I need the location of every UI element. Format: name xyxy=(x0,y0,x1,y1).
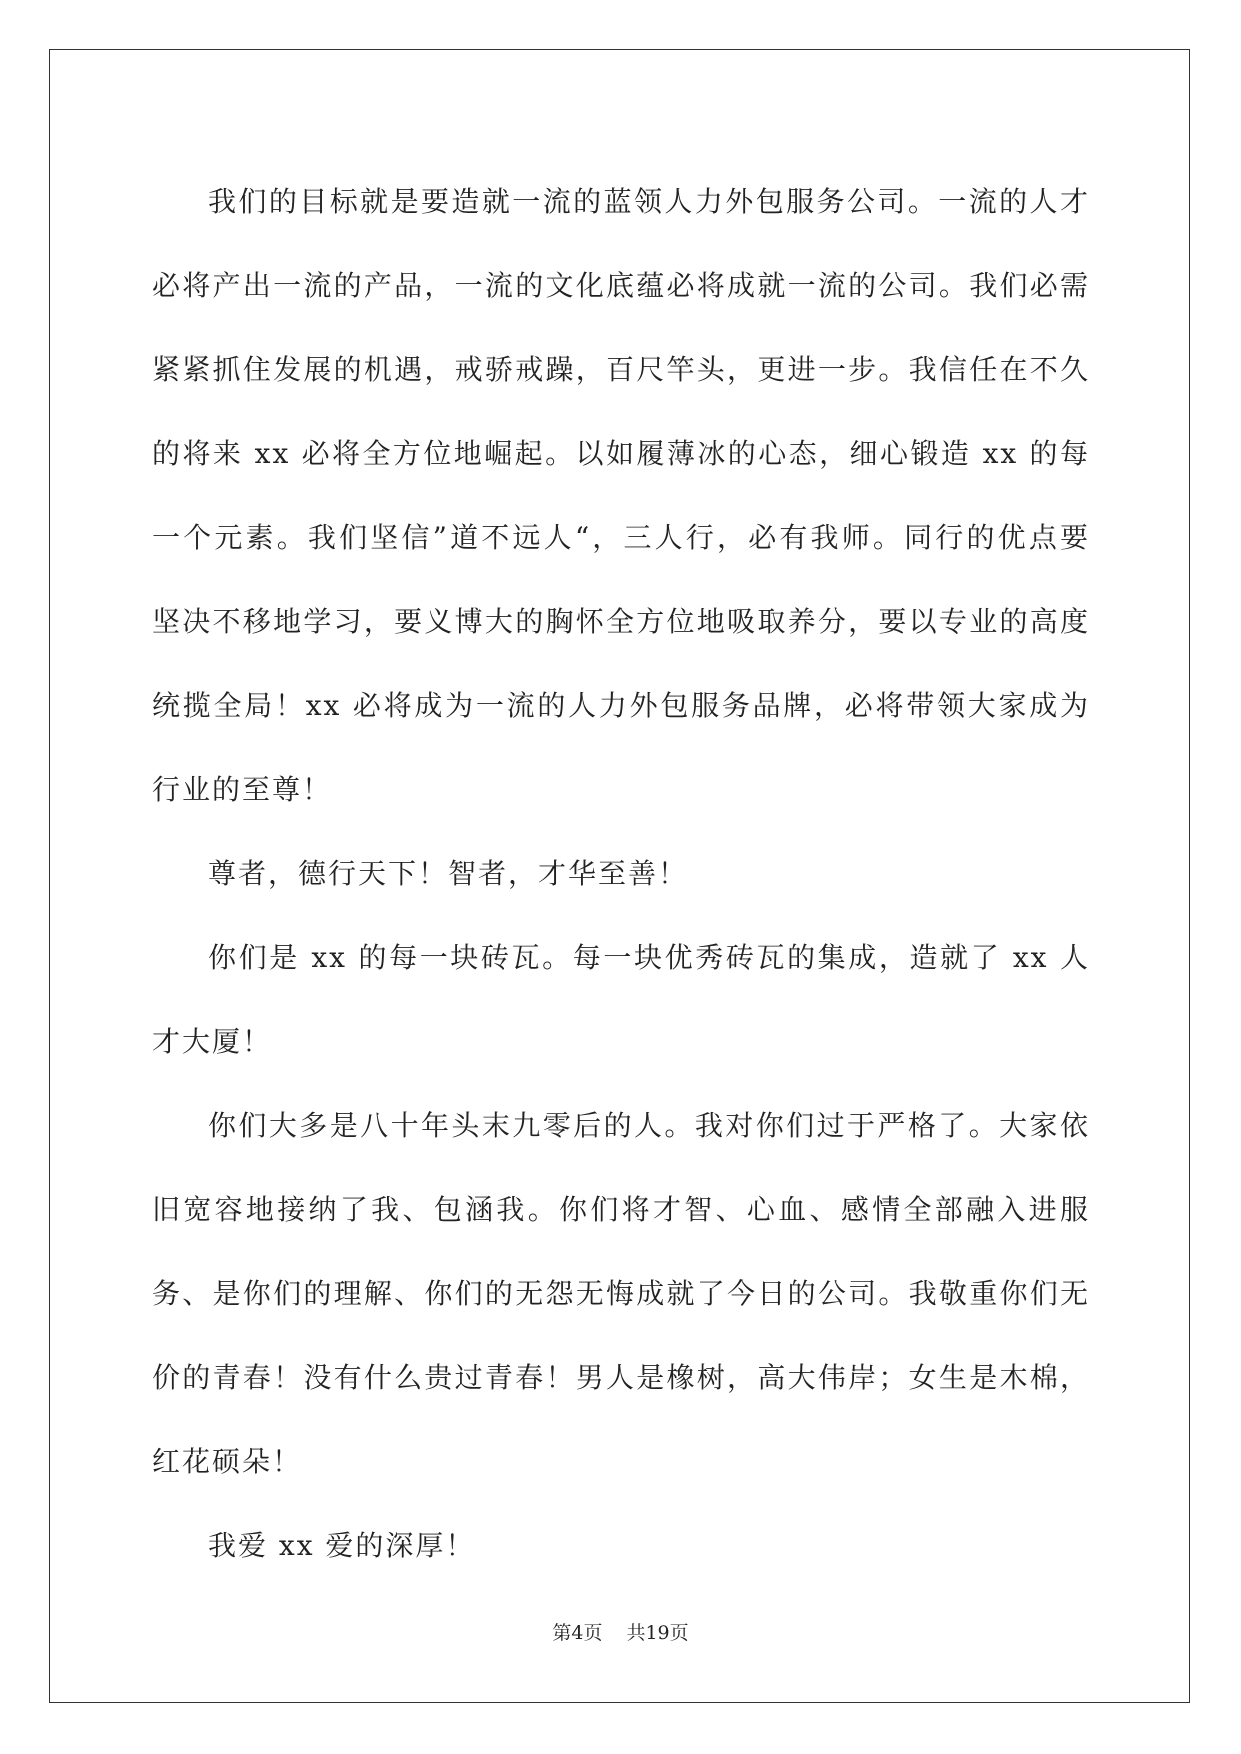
paragraph-2: 尊者，德行天下！智者，才华至善！ xyxy=(208,857,689,890)
page-number-current: 第4页 xyxy=(552,1622,603,1644)
paragraph-1: 我们的目标就是要造就一流的蓝领人力外包服务公司。一流的人才必将产出一流的产品，一流的文化底蕴必将成就一流的公司。我们必需紧紧抓住发展的机遇，戒骄戒躁，百尺竿头，更进一步。我信任在不久的将来 xx 必将全方位地崛起。以如履薄冰的心态，细心锻造 xx 的每一个元素。我们坚信”道不远人“，三人行，必有我师。同行的优点要 坚决不移地学习，要义博大的胸怀全方位地吸取养分，要以专业的高度统揽全局！xx 必将成为一流的人力外包服务品牌，必将带领大家成为行业的至尊！ xyxy=(152,185,1090,806)
page-footer xyxy=(0,1618,1241,1645)
page-number-total: 共19页 xyxy=(626,1622,689,1644)
document-body xyxy=(152,160,1090,1588)
paragraph-4: 你们大多是八十年头末九零后的人。我对你们过于严格了。大家依旧宽容地接纳了我、包涵我。你们将才智、心血、感情全部融入进服务、是你们的理解、你们的无怨无悔成就了今日的公司。我敬重你们无价的青春！没有什么贵过青春！男人是橡树，高大伟岸；女生是木棉，红花硕朵！ xyxy=(152,1109,1090,1478)
paragraph-5: 我爱 xx 爱的深厚！ xyxy=(208,1529,476,1562)
paragraph-3: 你们是 xx 的每一块砖瓦。每一块优秀砖瓦的集成，造就了 xx 人才大厦！ xyxy=(152,941,1090,1058)
